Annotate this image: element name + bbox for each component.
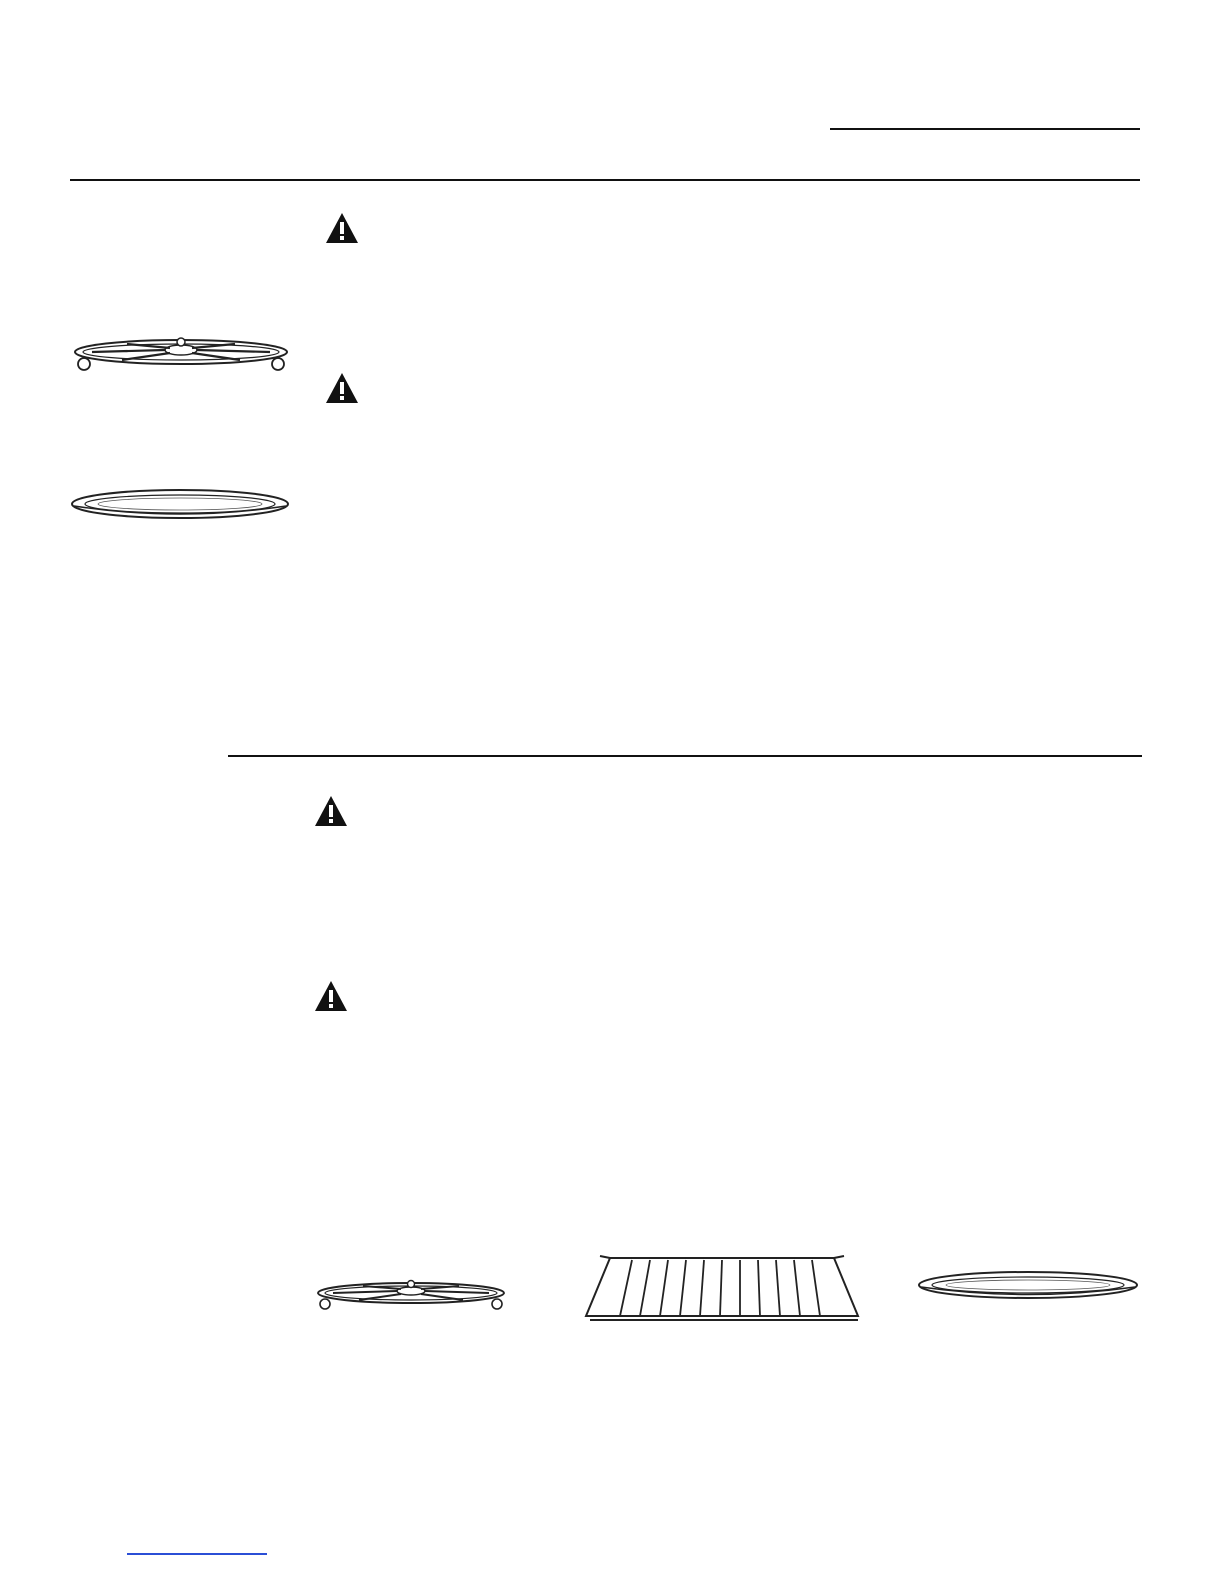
warning-triangle-icon (325, 372, 359, 404)
warning-triangle-icon (314, 795, 348, 827)
footer-link[interactable] (127, 1553, 267, 1555)
warning-triangle-icon (325, 212, 359, 244)
header-short-rule (830, 128, 1140, 130)
wire-oven-rack (582, 1254, 862, 1324)
turntable-support-ring (72, 330, 290, 378)
glass-turntable-tray (70, 488, 290, 522)
warning-triangle-icon (314, 980, 348, 1012)
glass-turntable-tray (917, 1270, 1139, 1302)
header-full-rule (70, 179, 1140, 181)
turntable-support-ring (315, 1274, 507, 1316)
section-divider-rule (228, 755, 1142, 757)
